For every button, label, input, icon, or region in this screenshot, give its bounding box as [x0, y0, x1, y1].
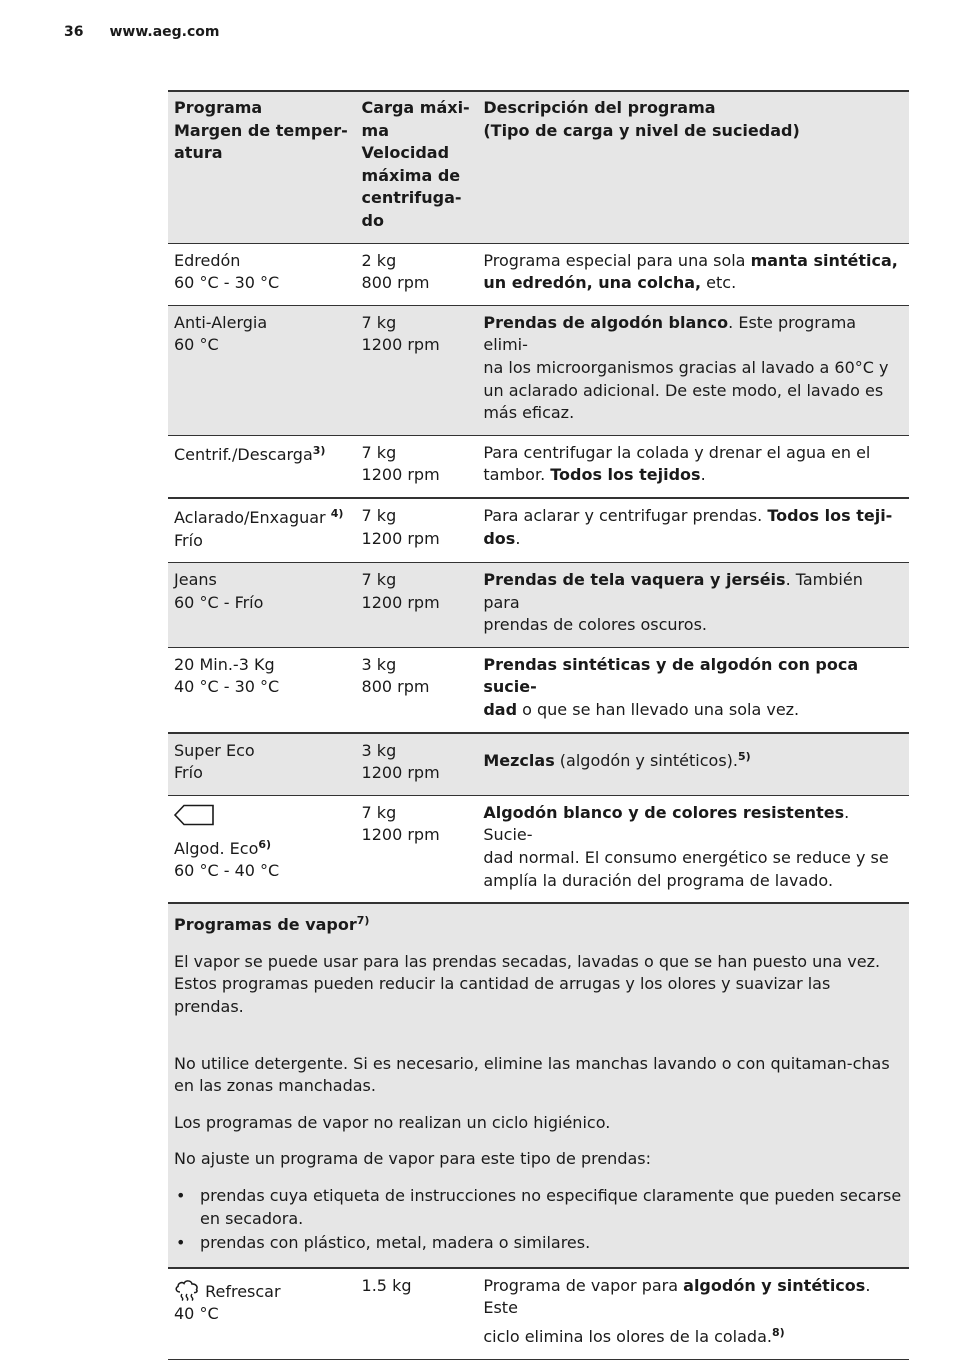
steam-paragraph: El vapor se puede usar para las prendas secadas, lavadas o que se han puesto una vez. Estos programas pueden reducir la cantidad de arrugas y los olores y suavizar las prendas. — [174, 951, 881, 1016]
page-number: 36 — [64, 24, 84, 40]
header-program: Programa Margen de temper- atura — [168, 91, 356, 243]
load-cell: 7 kg 1200 rpm — [356, 563, 478, 648]
steam-paragraph: Los programas de vapor no realizan un ciclo higiénico. — [174, 1112, 611, 1132]
program-cell: 20 Min.-3 Kg 40 °C - 30 °C — [168, 647, 356, 732]
program-cell: Edredón 60 °C - 30 °C — [168, 243, 356, 305]
steam-bullet-list — [174, 1185, 903, 1255]
description-cell: Mezclas (algodón y sintéticos).$^{5)}$ — [477, 733, 909, 796]
load-cell: 7 kg 1200 rpm — [356, 305, 478, 435]
table-row — [168, 1268, 909, 1359]
load-cell: 7 kg 1200 rpm — [356, 435, 478, 498]
page-header — [64, 24, 246, 40]
program-table — [168, 90, 909, 1360]
table-row — [168, 647, 909, 732]
table-header-row — [168, 91, 909, 243]
description-cell: Prendas de tela vaquera y jerséis. También para prendas de colores oscuros. — [477, 563, 909, 648]
list-item: • prendas cuya etiqueta de instrucciones no especifique claramente que pueden secarse en secadora. — [200, 1185, 903, 1230]
header-load: Carga máxi- ma Velocidad máxima de centrifuga- do — [356, 91, 478, 243]
description-cell: Programa especial para una sola manta sintética, un edredón, una colcha, etc. — [477, 243, 909, 305]
program-cell: Super Eco Frío — [168, 733, 356, 796]
description-cell: Prendas de algodón blanco. Este programa elimi- na los microorganismos gracias al lavado a 60°C y un aclarado adicional. De este modo, el lavado es más eficaz. — [477, 305, 909, 435]
load-cell: 7 kg 1200 rpm — [356, 498, 478, 563]
steam-paragraph: No ajuste un programa de vapor para este tipo de prendas: — [174, 1149, 651, 1169]
program-cell: Anti-Alergia 60 °C — [168, 305, 356, 435]
website-url: www.aeg.com — [109, 24, 220, 40]
table-row — [168, 243, 909, 305]
table-row — [168, 305, 909, 435]
program-cell: Algod. Eco$^{6)}$ 60 °C - 40 °C — [168, 795, 356, 903]
eco-tag-icon — [174, 804, 214, 826]
steam-section-title: Programas de vapor — [174, 915, 357, 935]
description-cell: Algodón blanco y de colores resistentes. Sucie- dad normal. El consumo energético se reduce y se amplía la duración del programa de lavado. — [477, 795, 909, 903]
list-item: • prendas con plástico, metal, madera o similares. — [200, 1232, 903, 1255]
program-cell: Refrescar 40 °C — [168, 1268, 356, 1359]
steam-paragraph: No utilice detergente. Si es necesario, elimine las manchas lavando o con quitaman-chas en las zonas manchadas. — [174, 1053, 890, 1096]
table-row — [168, 795, 909, 903]
table-row — [168, 563, 909, 648]
program-cell: Aclarado/Enxaguar $^{4)}$ Frío — [168, 498, 356, 563]
load-cell: 1.5 kg — [356, 1268, 478, 1359]
table-row — [168, 435, 909, 498]
program-cell: Centrif./Descarga$^{3)}$ — [168, 435, 356, 498]
load-cell: 3 kg 1200 rpm — [356, 733, 478, 796]
load-cell: 2 kg 800 rpm — [356, 243, 478, 305]
program-cell: Jeans 60 °C - Frío — [168, 563, 356, 648]
table-row — [168, 498, 909, 563]
load-cell: 3 kg 800 rpm — [356, 647, 478, 732]
steam-programs-section: Programas de vapor$^{7)}$ El vapor se puede usar para las prendas secadas, lavadas o que se han puesto una vez. Estos programas pueden reducir la cantidad de arrugas y los olores y suavizar las prendas. No utilice detergente. Si es necesario, elimine las manchas lavando o con quitaman-chas en las zonas manchadas. Los programas de vapor no realizan un ciclo higiénico. No ajuste un programa de vapor para este tipo de prendas: • prendas cuya etiqueta de instrucciones no especifique claramente que pueden secarse en secadora. • prendas con plástico, metal, madera o similares. — [168, 903, 909, 1268]
description-cell: Programa de vapor para algodón y sintéticos. Este ciclo elimina los olores de la colada.$^{8)}$ — [477, 1268, 909, 1359]
description-cell: Para centrifugar la colada y drenar el agua en el tambor. Todos los tejidos. — [477, 435, 909, 498]
steam-cloud-icon — [174, 1279, 200, 1301]
table-row — [168, 733, 909, 796]
header-description: Descripción del programa (Tipo de carga y nivel de suciedad) — [477, 91, 909, 243]
load-cell: 7 kg 1200 rpm — [356, 795, 478, 903]
description-cell: Para aclarar y centrifugar prendas. Todos los teji- dos. — [477, 498, 909, 563]
description-cell: Prendas sintéticas y de algodón con poca sucie- dad o que se han llevado una sola vez. — [477, 647, 909, 732]
